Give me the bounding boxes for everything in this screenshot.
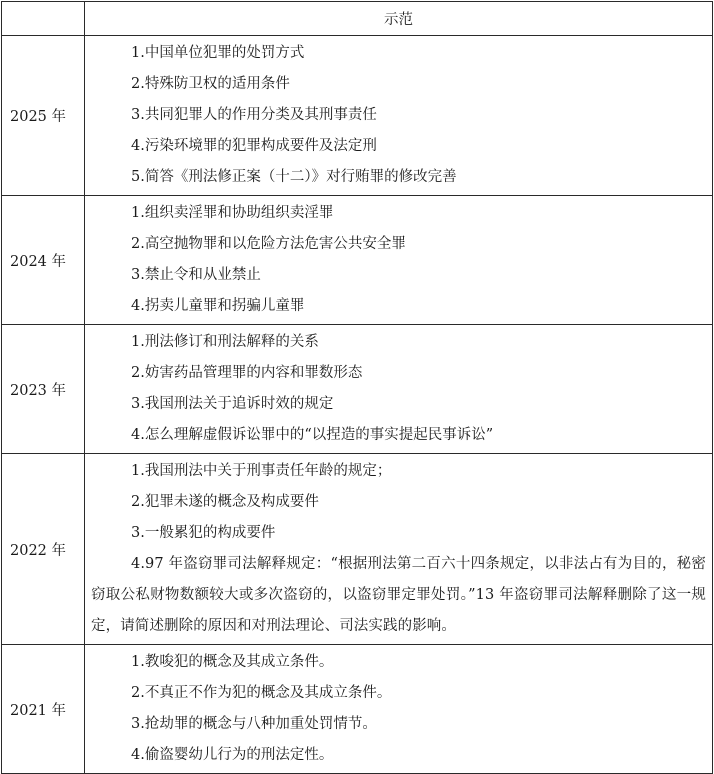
questions-cell (85, 645, 713, 774)
question-item: 1.中国单位犯罪的处罚方式 (131, 45, 305, 61)
year-cell: 2022 年 (2, 454, 85, 645)
table-row (2, 36, 713, 196)
questions-cell (85, 325, 713, 454)
questions-cell (85, 454, 713, 645)
question-item: 4.怎么理解虚假诉讼罪中的“以捏造的事实提起民事诉讼” (131, 427, 494, 443)
question-item: 1.我国刑法中关于刑事责任年龄的规定； (131, 463, 392, 479)
question-item: 5.简答《刑法修正案（十二）》对行贿罪的修改完善 (131, 169, 457, 185)
table-row (2, 645, 713, 774)
question-item: 2.不真正不作为犯的概念及其成立条件。 (131, 685, 392, 701)
year-column-header (2, 2, 85, 36)
exam-questions-table (1, 1, 713, 774)
questions-cell (85, 36, 713, 196)
table-row (2, 325, 713, 454)
question-item: 2.妨害药品管理罪的内容和罪数形态 (131, 365, 363, 381)
question-item: 2.高空抛物罪和以危险方法危害公共安全罪 (131, 236, 406, 252)
question-item: 1.刑法修订和刑法解释的关系 (131, 334, 319, 350)
question-item: 4.97 年盗窃罪司法解释规定：“根据刑法第二百六十四条规定，以非法占有为目的，秘密窃取公私财物数额较大或多次盗窃的，以盗窃罪定罪处罚。”13 年盗窃罪司法解释删除了这一规定，请简述删除的原因和对刑法理论、司法实践的影响。 (91, 556, 706, 634)
question-item: 4.偷盗婴幼儿行为的刑法定性。 (131, 747, 334, 763)
table-header-row (2, 2, 713, 36)
question-item: 3.我国刑法关于追诉时效的规定 (131, 396, 334, 412)
question-item: 3.禁止令和从业禁止 (131, 267, 261, 283)
questions-cell (85, 196, 713, 325)
question-item: 3.抢劫罪的概念与八种加重处罚情节。 (131, 716, 377, 732)
table-row (2, 454, 713, 645)
question-item: 2.犯罪未遂的概念及构成要件 (131, 494, 319, 510)
question-item: 1.教唆犯的概念及其成立条件。 (131, 654, 334, 670)
question-item: 3.一般累犯的构成要件 (131, 525, 276, 541)
year-cell: 2024 年 (2, 196, 85, 325)
year-cell: 2023 年 (2, 325, 85, 454)
content-column-header: 示范 (85, 2, 713, 36)
question-item: 4.污染环境罪的犯罪构成要件及法定刑 (131, 138, 377, 154)
question-item: 4.拐卖儿童罪和拐骗儿童罪 (131, 298, 305, 314)
question-item: 3.共同犯罪人的作用分类及其刑事责任 (131, 107, 377, 123)
year-cell: 2021 年 (2, 645, 85, 774)
year-cell: 2025 年 (2, 36, 85, 196)
question-item: 2.特殊防卫权的适用条件 (131, 76, 290, 92)
question-item: 1.组织卖淫罪和协助组织卖淫罪 (131, 205, 334, 221)
table-row (2, 196, 713, 325)
